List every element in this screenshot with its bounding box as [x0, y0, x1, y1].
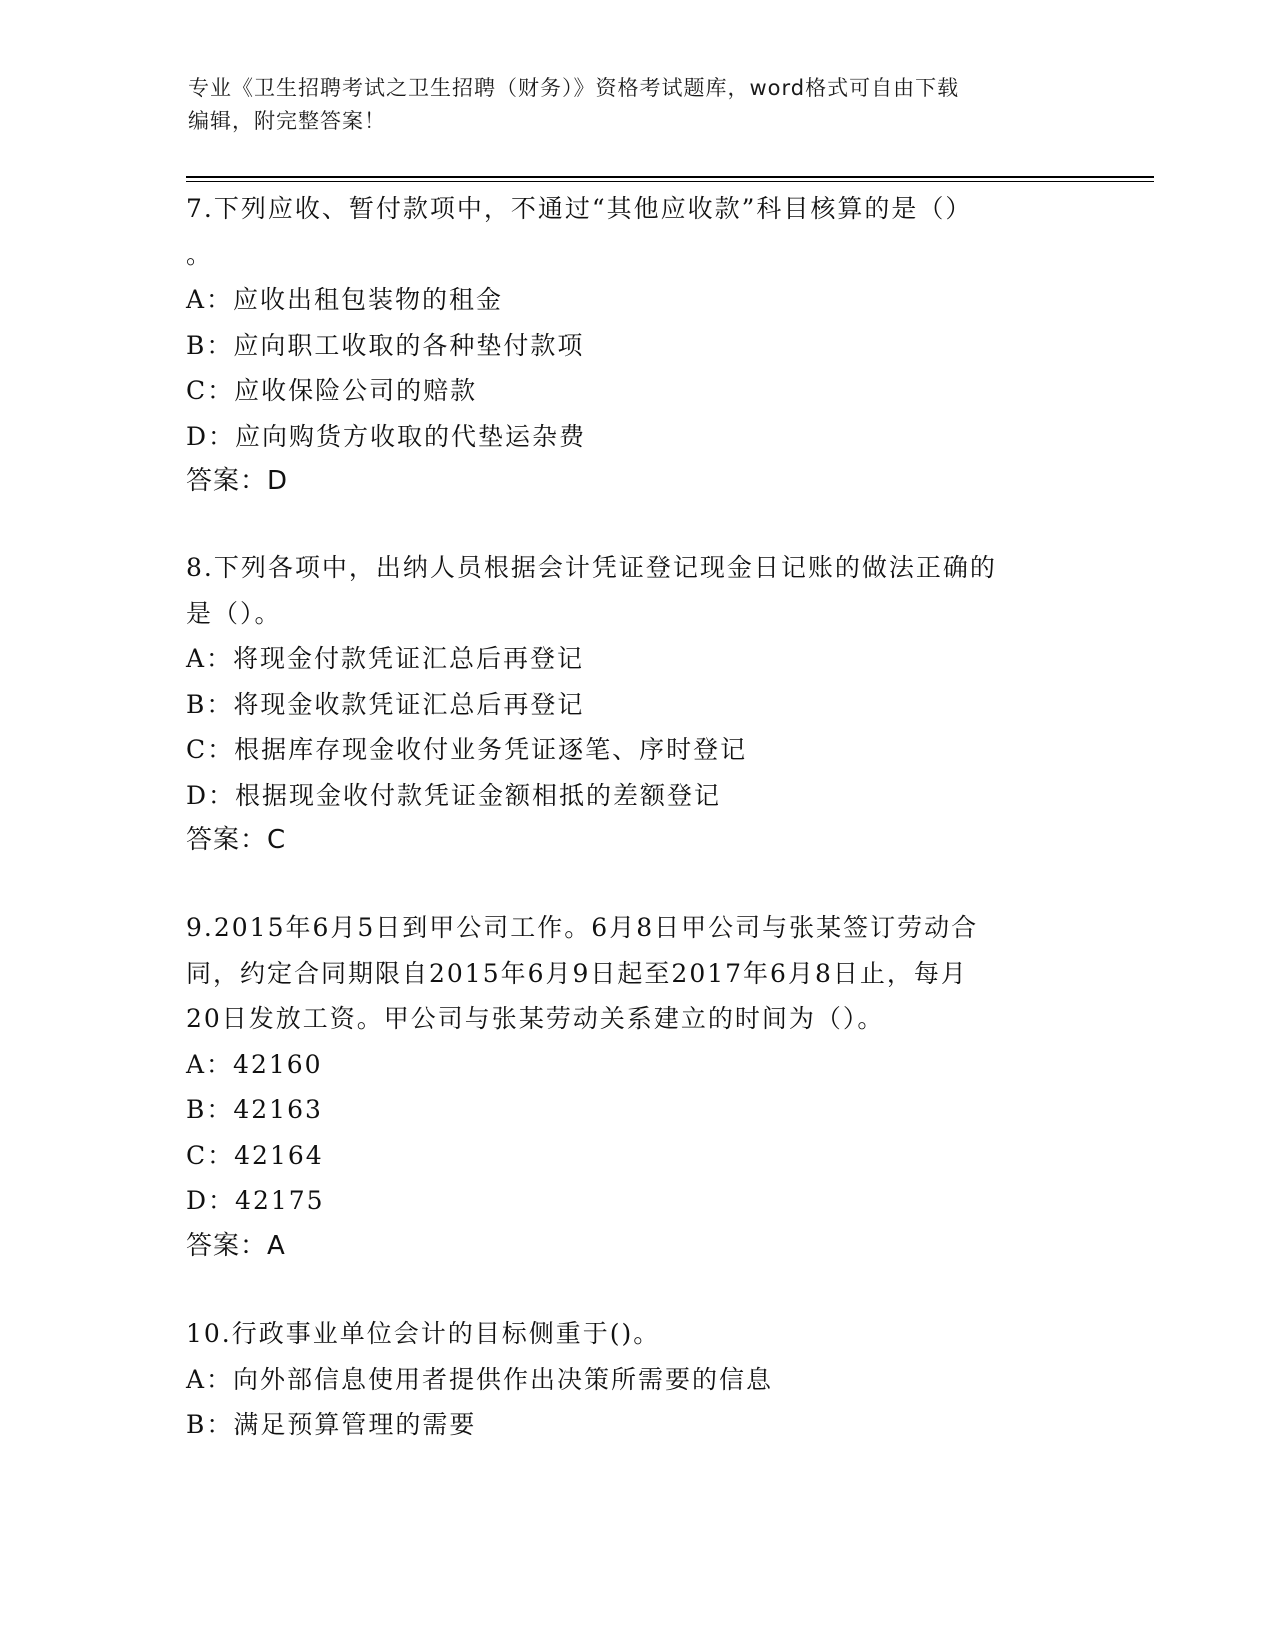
option-d: D：根据现金收付款凭证金额相抵的差额登记 — [186, 780, 722, 810]
answer: 答案：C — [186, 825, 287, 855]
document-header — [188, 72, 1088, 138]
option-b: B：42163 — [186, 1095, 323, 1124]
question-7 — [186, 186, 1086, 505]
option-d: D：应向购货方收取的代垫运杂费 — [186, 421, 587, 451]
question-stem: 7.下列应收、暂付款项中，不通过“其他应收款”科目核算的是（） — [186, 194, 973, 223]
question-9 — [186, 905, 1086, 1269]
question-stem: 10.行政事业单位会计的目标侧重于()。 — [186, 1319, 661, 1348]
option-d: D：42175 — [186, 1186, 325, 1215]
option-a: A：向外部信息使用者提供作出决策所需要的信息 — [186, 1364, 774, 1394]
option-a: A：42160 — [186, 1049, 323, 1079]
header-rule-thick — [186, 176, 1154, 178]
question-stem: 。 — [186, 239, 214, 269]
question-stem: 是（）。 — [186, 598, 282, 628]
header-line-1: 专业《卫生招聘考试之卫生招聘（财务）》资格考试题库，word格式可自由下载 — [188, 76, 960, 100]
option-b: B：将现金收款凭证汇总后再登记 — [186, 689, 585, 719]
question-10 — [186, 1311, 1086, 1448]
option-c: C：根据库存现金收付业务凭证逐笔、序时登记 — [186, 735, 748, 764]
option-b: B：应向职工收取的各种垫付款项 — [186, 330, 585, 360]
question-stem: 9.2015年6月5日到甲公司工作。6月8日甲公司与张某签订劳动合 — [186, 913, 979, 942]
option-c: C：42164 — [186, 1140, 324, 1170]
option-a: A：应收出租包装物的租金 — [186, 285, 504, 314]
option-b: B：满足预算管理的需要 — [186, 1410, 477, 1439]
option-a: A：将现金付款凭证汇总后再登记 — [186, 644, 585, 673]
question-stem: 同，约定合同期限自2015年6月9日起至2017年6月8日止，每月 — [186, 958, 968, 988]
question-stem: 8.下列各项中，出纳人员根据会计凭证登记现金日记账的做法正确的 — [186, 553, 997, 582]
question-8 — [186, 545, 1086, 864]
header-rule-thin — [186, 181, 1154, 182]
answer: 答案：A — [186, 1230, 286, 1261]
question-stem: 20日发放工资。甲公司与张某劳动关系建立的时间为（）。 — [186, 1004, 885, 1033]
option-c: C：应收保险公司的赔款 — [186, 376, 478, 405]
header-line-2: 编辑，附完整答案！ — [188, 109, 386, 133]
answer: 答案：D — [186, 466, 289, 496]
